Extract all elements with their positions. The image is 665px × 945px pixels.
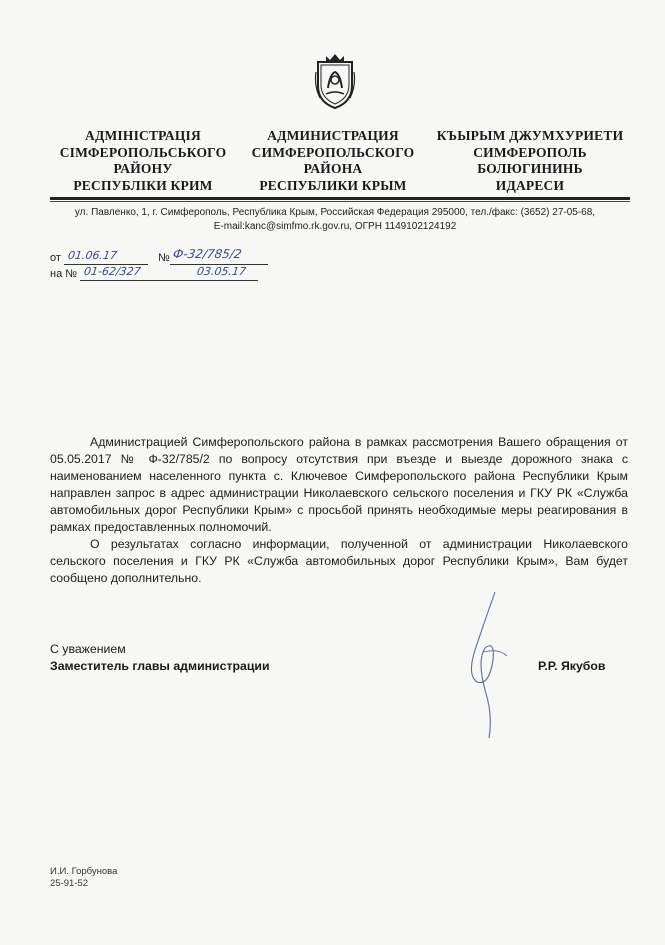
header-line: БОЛЮГИНИНЬ	[477, 161, 583, 176]
header-russian	[240, 128, 426, 194]
executor-footer	[50, 866, 117, 890]
address-line: E-mail:kanc@simfmo.rk.gov.ru, ОГРН 1149102124192	[213, 221, 457, 232]
letter-body	[50, 434, 628, 587]
header-line: СИМФЕРОПОЛЬ	[473, 144, 587, 160]
header-line: РАЙОНУ	[113, 161, 173, 176]
signer-name: Р.Р. Якубов	[538, 659, 606, 673]
ref-number-handwritten: 01-62/327	[83, 265, 142, 278]
from-date-handwritten: 01.06.17	[67, 249, 118, 262]
signer-title: Заместитель главы администрации	[50, 659, 270, 673]
body-paragraph: Администрацией Симферопольского района в рамках рассмотрения Вашего обращения от 05.05.2017 № Ф-32/785/2 по вопросу отсутствия при въезде и выезде дорожного знака с наименованием населенного пункта с. Ключевое Симферопольского района Республики Крым направлен запрос в адрес администрации Николаевского сельского поселения и ГКУ РК «Служба автомобильных дорог Республики Крым» с просьбой принять необходимые меры реагирования в рамках предоставленных полномочий.	[50, 435, 628, 534]
ref-label: на №	[50, 268, 78, 280]
header-line: АДМІНІСТРАЦІЯ	[85, 128, 201, 143]
ref-underline	[80, 280, 258, 281]
header-line: АДМИНИСТРАЦИЯ	[267, 128, 399, 143]
letterhead-address	[50, 206, 620, 234]
header-divider-thin	[50, 201, 630, 202]
header-line: РАЙОНА	[303, 161, 363, 176]
executor-phone: 25-91-52	[50, 878, 89, 889]
handwritten-signature-icon	[455, 590, 525, 740]
header-line: РЕСПУБЛІКИ КРИМ	[73, 177, 213, 193]
from-label: от	[50, 252, 61, 264]
address-line: ул. Павленко, 1, г. Симферополь, Республика Крым, Российская Федерация 295000, тел./факс: (3652) 27-05-68,	[74, 207, 596, 218]
closing-regards: С уважением	[50, 642, 126, 656]
header-line: КЪЫРЫМ ДЖУМХУРИЕТИ	[436, 128, 624, 143]
header-line: СІМФЕРОПОЛЬСЬКОГО	[59, 144, 227, 160]
body-paragraph: О результатах согласно информации, полученной от администрации Николаевского сельского поселения и ГКУ РК «Служба автомобильных дорог Республики Крым», Вам будет сообщено дополнительно.	[50, 537, 628, 585]
ref-date-handwritten: 03.05.17	[196, 265, 247, 278]
number-label: №	[158, 252, 170, 264]
header-ukrainian	[48, 128, 238, 194]
header-line: СИМФЕРОПОЛЬСКОГО	[251, 144, 415, 160]
header-line: РЕСПУБЛИКИ КРЫМ	[259, 177, 407, 193]
crimea-coat-of-arms-icon	[314, 52, 356, 110]
header-line: ИДАРЕСИ	[495, 177, 565, 193]
executor-name: И.И. Горбунова	[50, 866, 118, 877]
header-divider	[50, 197, 630, 200]
header-crimean-tatar	[430, 128, 630, 194]
number-handwritten: Ф-32/785/2	[172, 247, 243, 261]
